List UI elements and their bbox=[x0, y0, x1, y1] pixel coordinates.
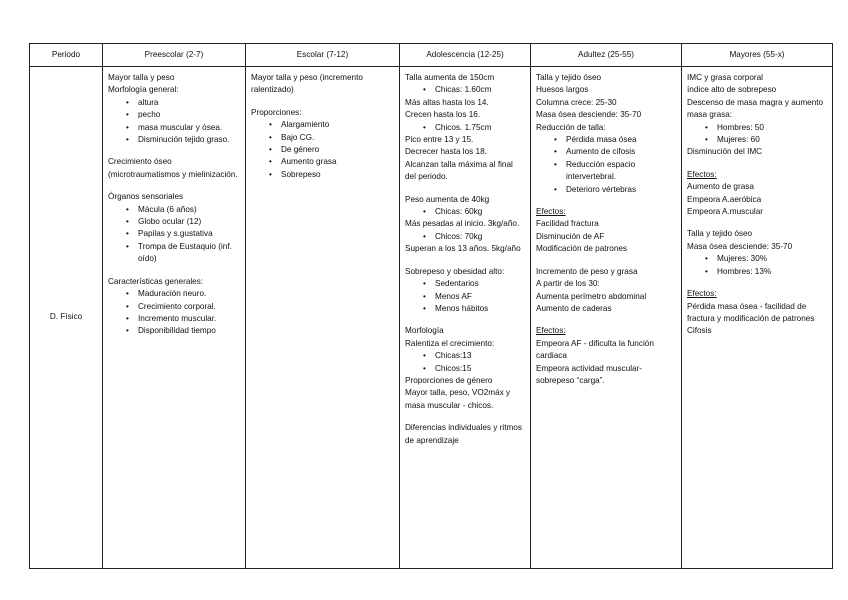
bullet-item: • pecho bbox=[108, 109, 240, 121]
text-block bbox=[251, 107, 394, 181]
bullet-item: • Mujeres: 60 bbox=[687, 134, 827, 146]
text-line: Peso aumenta de 40kg bbox=[405, 194, 490, 204]
text-line: Diferencias individuales y ritmos de aprendizaje bbox=[405, 423, 522, 445]
bullet-item: • Chicos. 1.75cm bbox=[405, 122, 525, 134]
header-adultez: Adultez (25-55) bbox=[531, 44, 682, 67]
text-line: Proporciones de género bbox=[405, 375, 493, 385]
section-heading: Efectos: bbox=[687, 289, 717, 299]
text-block bbox=[251, 72, 394, 97]
text-line: Incremento de peso y grasa bbox=[536, 266, 638, 276]
text-line: Masa ósea desciende: 35-70 bbox=[536, 110, 642, 120]
text-line: Descenso de masa magra y aumento masa grasa: bbox=[687, 97, 824, 120]
bullet-item: • Menos hábitos bbox=[405, 303, 525, 315]
bullet-item: • Sobrepeso bbox=[251, 169, 394, 181]
bullet-item: • Reducción espacio intervertebral. bbox=[536, 159, 676, 184]
text-line: Empeora AF - dificulta la función cardiaca bbox=[536, 338, 654, 361]
text-line: índice alto de sobrepeso bbox=[687, 85, 777, 95]
bullet-list bbox=[687, 253, 827, 278]
bullet-item: • altura bbox=[108, 97, 240, 109]
bullet-list bbox=[405, 84, 525, 96]
bullet-item: • Trompa de Eustaquio (inf. oído) bbox=[108, 241, 240, 266]
text-line: Reducción de talla: bbox=[536, 122, 606, 132]
bullet-item: • Alargamiento bbox=[251, 119, 394, 131]
text-line: A partir de los 30: bbox=[536, 279, 600, 289]
header-escolar: Escolar (7-12) bbox=[246, 44, 400, 67]
text-line: Talla y tejido óseo bbox=[536, 73, 602, 82]
bullet-item: • Globo ocular (12) bbox=[108, 216, 240, 228]
text-line: Ralentiza el crecimiento: bbox=[405, 338, 495, 348]
text-line: Sobrepeso y obesidad alto: bbox=[405, 266, 505, 276]
text-block bbox=[108, 156, 240, 181]
text-line: Cifosis bbox=[687, 326, 712, 336]
text-block bbox=[687, 228, 827, 278]
cell-adultez bbox=[531, 67, 682, 569]
text-line: Mayor talla y peso bbox=[108, 73, 175, 82]
text-block bbox=[687, 169, 827, 219]
bullet-item: • Chicos: 70kg bbox=[405, 231, 525, 243]
bullet-item: • Disponibilidad tiempo bbox=[108, 325, 240, 337]
bullet-list bbox=[251, 119, 394, 181]
text-block bbox=[108, 191, 240, 265]
text-line: Decrecer hasta los 18. bbox=[405, 147, 487, 157]
text-line: Empeora A.aeróbica bbox=[687, 194, 762, 204]
text-line: IMC y grasa corporal bbox=[687, 73, 763, 82]
text-block bbox=[536, 325, 676, 387]
bullet-item: • Chicas: 1.60cm bbox=[405, 84, 525, 96]
text-line: Disminución del IMC bbox=[687, 147, 763, 157]
bullet-item: • Papilas y s.gustativa bbox=[108, 228, 240, 240]
text-block bbox=[405, 194, 525, 256]
header-periodo: Periodo bbox=[30, 44, 103, 67]
section-heading: Efectos: bbox=[687, 169, 717, 179]
bullet-item: • Disminución tejido graso. bbox=[108, 134, 240, 146]
bullet-list bbox=[108, 97, 240, 147]
text-line: Disminución de AF bbox=[536, 231, 605, 241]
text-line: Aumento de grasa bbox=[687, 182, 754, 192]
row-desarrollo-fisico bbox=[30, 67, 833, 569]
cell-escolar bbox=[246, 67, 400, 569]
bullet-item: • Mujeres: 30% bbox=[687, 253, 827, 265]
text-block bbox=[536, 266, 676, 316]
bullet-list bbox=[405, 206, 525, 218]
header-preescolar: Preescolar (2-7) bbox=[103, 44, 246, 67]
text-line: Alcanzan talla máxima al final del periodo. bbox=[405, 159, 513, 182]
text-line: Superan a los 13 años. 5kg/año bbox=[405, 244, 521, 254]
text-line: Crecen hasta los 16. bbox=[405, 110, 481, 120]
section-heading: Efectos: bbox=[536, 326, 566, 336]
text-line: Facilidad fractura bbox=[536, 219, 599, 229]
text-line: Proporciones: bbox=[251, 107, 302, 117]
bullet-item: • Hombres: 13% bbox=[687, 266, 827, 278]
text-block bbox=[405, 72, 525, 184]
text-line: Más pesadas al inicio. 3kg/año. bbox=[405, 219, 520, 229]
bullet-list bbox=[536, 134, 676, 196]
text-line: Morfología bbox=[405, 326, 444, 336]
text-block bbox=[536, 72, 676, 196]
bullet-item: • De género bbox=[251, 144, 394, 156]
bullet-list bbox=[108, 288, 240, 338]
header-row bbox=[30, 44, 833, 67]
text-block bbox=[687, 288, 827, 338]
bullet-item: • masa muscular y ósea. bbox=[108, 122, 240, 134]
bullet-list bbox=[405, 350, 525, 375]
bullet-item: • Hombres: 50 bbox=[687, 122, 827, 134]
header-mayores: Mayores (55-x) bbox=[682, 44, 833, 67]
text-line: Mayor talla y peso (incremento ralentizado) bbox=[251, 73, 363, 95]
text-line: Aumenta perímetro abdominal bbox=[536, 291, 647, 301]
text-block bbox=[108, 72, 240, 146]
bullet-item: • Mácula (6 años) bbox=[108, 204, 240, 216]
bullet-item: • Chicos:15 bbox=[405, 363, 525, 375]
bullet-list bbox=[108, 204, 240, 266]
bullet-item: • Aumento de cifosis bbox=[536, 146, 676, 158]
bullet-item: • Sedentarios bbox=[405, 278, 525, 290]
text-line: Huesos largos bbox=[536, 85, 589, 95]
text-block bbox=[405, 422, 525, 447]
cell-adolescencia bbox=[400, 67, 531, 569]
text-line: Talla y tejido óseo bbox=[687, 229, 753, 239]
text-block bbox=[687, 72, 827, 159]
text-line: Pérdida masa ósea - facilidad de fractura y modificación de patrones bbox=[687, 301, 815, 323]
text-line: Empeora actividad muscular-sobrepeso “carga”. bbox=[536, 363, 643, 385]
text-line: Crecimiento óseo (microtraumatismos y mielinización. bbox=[108, 157, 238, 179]
bullet-item: • Aumento grasa bbox=[251, 156, 394, 168]
text-line: Características generales: bbox=[108, 276, 204, 286]
bullet-item: • Crecimiento corporal. bbox=[108, 301, 240, 313]
text-block bbox=[405, 325, 525, 412]
bullet-list bbox=[405, 278, 525, 315]
text-line: Morfología general: bbox=[108, 85, 179, 95]
bullet-list bbox=[687, 122, 827, 147]
bullet-item: • Bajo CG. bbox=[251, 132, 394, 144]
development-table bbox=[29, 43, 833, 569]
bullet-list bbox=[405, 122, 525, 134]
bullet-item: • Chicas: 60kg bbox=[405, 206, 525, 218]
row-label: D. Físico bbox=[30, 67, 103, 569]
cell-preescolar bbox=[103, 67, 246, 569]
text-line: Más altas hasta los 14. bbox=[405, 97, 489, 107]
text-line: Pico entre 13 y 15. bbox=[405, 135, 474, 145]
bullet-list bbox=[405, 231, 525, 243]
text-line: Talla aumenta de 150cm bbox=[405, 73, 495, 82]
text-line: Columna crece: 25-30 bbox=[536, 97, 617, 107]
section-heading: Efectos: bbox=[536, 207, 566, 217]
bullet-item: • Incremento muscular. bbox=[108, 313, 240, 325]
bullet-item: • Pérdida masa ósea bbox=[536, 134, 676, 146]
text-line: Mayor talla, peso, VO2máx y masa muscular - chicos. bbox=[405, 388, 511, 410]
text-line: Aumento de caderas bbox=[536, 303, 612, 313]
text-block bbox=[108, 276, 240, 338]
text-line: Masa ósea desciende: 35-70 bbox=[687, 241, 793, 251]
text-line: Empeora A.muscular bbox=[687, 207, 763, 217]
text-block bbox=[536, 206, 676, 256]
header-adolescencia: Adolescencia (12-25) bbox=[400, 44, 531, 67]
bullet-item: • Maduración neuro. bbox=[108, 288, 240, 300]
bullet-item: • Menos AF bbox=[405, 291, 525, 303]
bullet-item: • Deterioro vértebras bbox=[536, 184, 676, 196]
text-block bbox=[405, 266, 525, 316]
text-line: Órganos sensoriales bbox=[108, 192, 184, 202]
cell-mayores bbox=[682, 67, 833, 569]
bullet-item: • Chicas:13 bbox=[405, 350, 525, 362]
text-line: Modificación de patrones bbox=[536, 244, 628, 254]
